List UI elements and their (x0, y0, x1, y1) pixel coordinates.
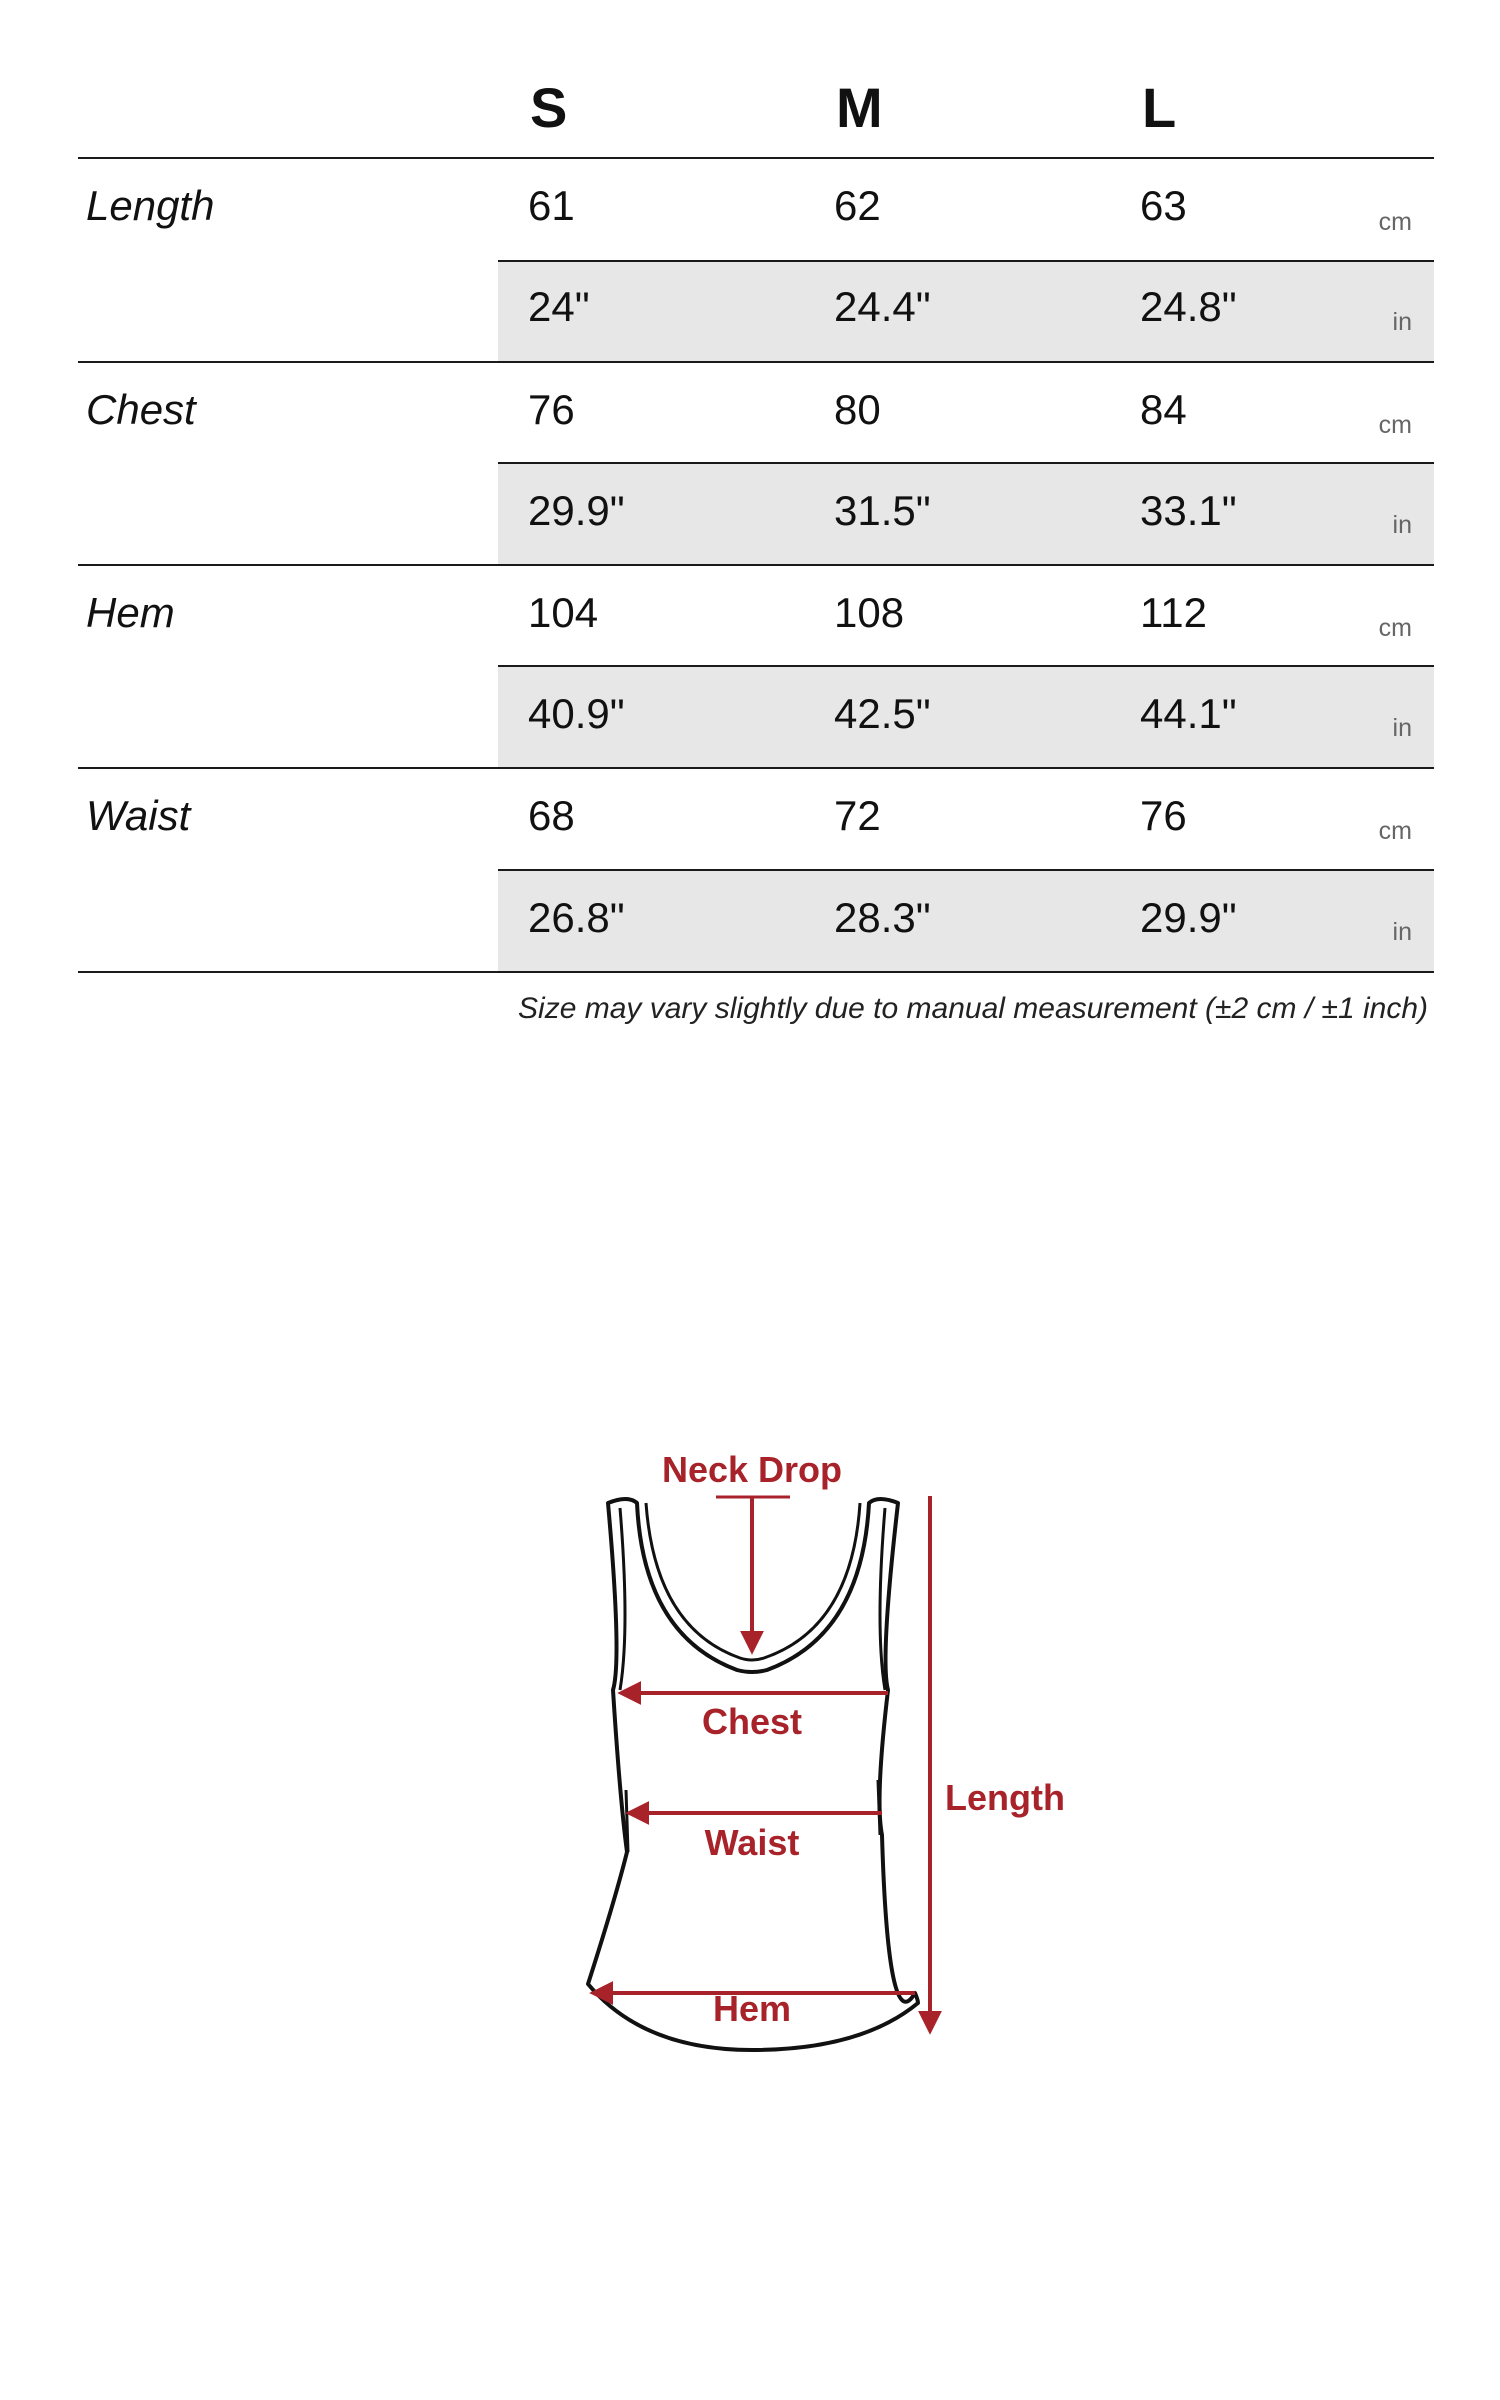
cell-chest-in-l: 33.1" (1140, 487, 1237, 534)
cell-chest-in-s: 29.9" (528, 487, 625, 534)
group-divider (78, 361, 1434, 363)
cell-hem-cm-l: 112 (1140, 589, 1207, 636)
row-divider (498, 260, 1434, 262)
unit-label-cm: cm (1378, 614, 1412, 642)
inch-row-shade (498, 262, 1434, 362)
size-header-m: M (836, 76, 883, 139)
cell-chest-cm-l: 84 (1140, 386, 1187, 433)
cell-length-in-l: 24.8" (1140, 283, 1237, 330)
cell-waist-cm-m: 72 (834, 792, 881, 839)
row-divider (498, 462, 1434, 464)
neck-drop-label: Neck Drop (661, 1449, 843, 1490)
length-label: Length (945, 1777, 1065, 1818)
size-header-l: L (1142, 76, 1177, 139)
header-divider (78, 157, 1434, 159)
inch-row-shade (498, 667, 1434, 767)
hem-label: Hem (712, 1988, 792, 2029)
group-divider (78, 767, 1434, 769)
row-divider (498, 665, 1434, 667)
cell-hem-cm-m: 108 (834, 589, 905, 636)
metric-label-waist: Waist (86, 792, 191, 839)
metric-label-length: Length (86, 182, 215, 229)
cell-hem-in-m: 42.5" (834, 690, 931, 737)
cell-waist-in-m: 28.3" (834, 894, 931, 941)
cell-length-in-s: 24" (528, 283, 590, 330)
unit-label-in: in (1392, 714, 1412, 742)
cell-chest-cm-s: 76 (528, 386, 575, 433)
unit-label-in: in (1392, 511, 1412, 539)
cell-waist-in-s: 26.8" (528, 894, 625, 941)
unit-label-in: in (1392, 918, 1412, 946)
cell-waist-cm-l: 76 (1140, 792, 1187, 839)
metric-label-chest: Chest (86, 386, 196, 433)
cell-length-cm-l: 63 (1140, 182, 1187, 229)
unit-label-cm: cm (1378, 817, 1412, 845)
cell-chest-cm-m: 80 (834, 386, 881, 433)
size-header-s: S (530, 76, 568, 139)
cell-waist-cm-s: 68 (528, 792, 575, 839)
size-chart-table (78, 0, 1434, 1000)
cell-hem-cm-s: 104 (528, 589, 599, 636)
inch-row-shade (498, 871, 1434, 971)
waist-label: Waist (704, 1822, 800, 1863)
group-divider (78, 564, 1434, 566)
measurement-note: Size may vary slightly due to manual measurement (±2 cm / ±1 inch) (518, 992, 1428, 1025)
cell-hem-in-l: 44.1" (1140, 690, 1237, 737)
cell-length-cm-s: 61 (528, 182, 575, 229)
metric-label-hem: Hem (86, 589, 175, 636)
cell-length-cm-m: 62 (834, 182, 881, 229)
row-divider (498, 869, 1434, 871)
cell-length-in-m: 24.4" (834, 283, 931, 330)
cell-hem-in-s: 40.9" (528, 690, 625, 737)
chest-label: Chest (701, 1701, 803, 1742)
group-divider (78, 971, 1434, 973)
unit-label-cm: cm (1378, 411, 1412, 439)
unit-label-cm: cm (1378, 208, 1412, 236)
tank-top-diagram (0, 1400, 1500, 2100)
cell-waist-in-l: 29.9" (1140, 894, 1237, 941)
cell-chest-in-m: 31.5" (834, 487, 931, 534)
unit-label-in: in (1392, 308, 1412, 336)
inch-row-shade (498, 464, 1434, 564)
